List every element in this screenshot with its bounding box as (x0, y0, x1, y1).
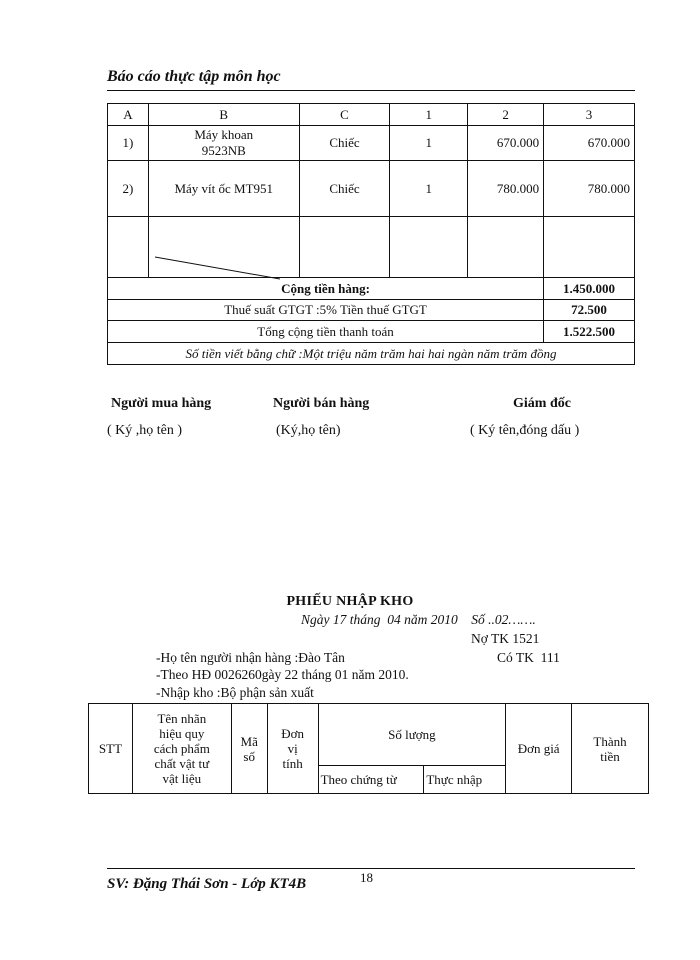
warehouse-line: -Nhập kho :Bộ phận sản xuất (156, 685, 314, 700)
col-code: 2 (468, 104, 544, 126)
row-qty: 1 (390, 126, 468, 161)
col-code: B (148, 104, 299, 126)
vat-label: Thuế suất GTGT :5% Tiền thuế GTGT (108, 300, 544, 321)
col-code: C (299, 104, 390, 126)
receipt-header-row (89, 704, 649, 766)
footer-author: SV: Đặng Thái Sơn - Lớp KT4B (107, 876, 307, 892)
subtotal-value: 1.450.000 (544, 278, 635, 300)
row-unit: Chiếc (299, 161, 390, 217)
signature-note-seller: (Ký,họ tên) (276, 423, 341, 438)
row-stt: 2) (108, 161, 149, 217)
receipt-date-line: Ngày 17 tháng 04 năm 2010 Số ..02……. (301, 612, 536, 627)
col-code: 3 (544, 104, 635, 126)
row-stt: 1) (108, 126, 149, 161)
page-number: 18 (360, 870, 373, 885)
row-amount: 780.000 (544, 161, 635, 217)
col-code: 1 (390, 104, 468, 126)
vat-value: 72.500 (544, 300, 635, 321)
header-code: Mã số (231, 704, 267, 794)
debit-account: Nợ TK 1521 (471, 631, 540, 646)
total-label: Tổng cộng tiền thanh toán (108, 321, 544, 343)
col-code: A (108, 104, 149, 126)
signature-note-buyer: ( Ký ,họ tên ) (107, 423, 183, 438)
credit-account: Có TK 111 (497, 650, 560, 665)
header-stt: STT (89, 704, 133, 794)
signature-title-buyer: Người mua hàng (111, 396, 212, 411)
footer-divider (107, 868, 635, 869)
row-price: 670.000 (468, 126, 544, 161)
receipt-table (88, 703, 649, 794)
header-amount: Thành tiền (572, 704, 649, 794)
signature-title-seller: Người bán hàng (273, 396, 370, 411)
amount-in-words: Số tiền viết bằng chữ :Một triệu năm trăm hai hai ngàn năm trăm đồng (108, 343, 635, 365)
row-name-line: 9523NB (201, 143, 246, 158)
header-item-name: Tên nhãn hiệu quy cách phẩm chất vật tư vật liệu (132, 704, 231, 794)
row-amount: 670.000 (544, 126, 635, 161)
header-unit: Đơn vị tính (267, 704, 318, 794)
receipt-title: PHIẾU NHẬP KHO (286, 594, 414, 609)
invoice-ref-line: -Theo HĐ 0026260gày 22 tháng 01 năm 2010. (156, 667, 409, 682)
subtotal-label: Cộng tiền hàng: (108, 278, 544, 300)
row-qty: 1 (390, 161, 468, 217)
total-value: 1.522.500 (544, 321, 635, 343)
receiver-line: -Họ tên người nhận hàng :Đào Tân (156, 650, 345, 665)
signature-note-director: ( Ký tên,đóng dấu ) (470, 423, 580, 438)
header-unit-price: Đơn giá (506, 704, 572, 794)
header-qty-actual: Thực nhập (424, 766, 506, 794)
row-price: 780.000 (468, 161, 544, 217)
report-header-title: Báo cáo thực tập môn học (107, 68, 281, 85)
row-name-line: Máy khoan (194, 127, 254, 142)
header-quantity: Số lượng (318, 704, 506, 766)
signature-title-director: Giám đốc (513, 396, 571, 411)
row-name: Máy vít ốc MT951 (148, 161, 299, 217)
strike-line (155, 257, 280, 279)
header-qty-by-document: Theo chứng từ (318, 766, 424, 794)
row-unit: Chiếc (299, 126, 390, 161)
